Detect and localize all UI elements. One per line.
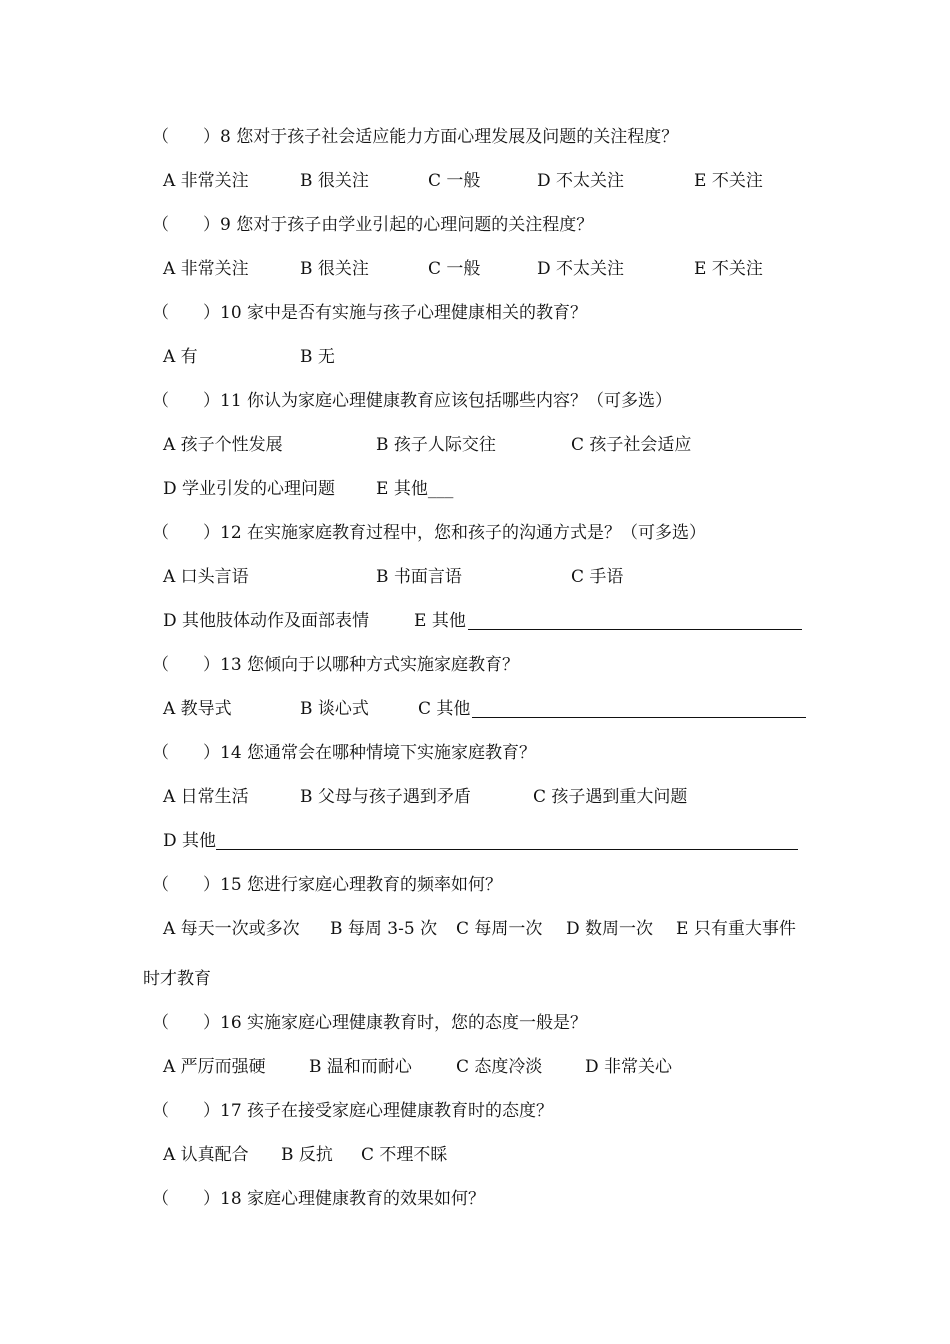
q17-option-a: A 认真配合 — [163, 1145, 249, 1165]
q15-option-a: A 每天一次或多次 — [163, 919, 300, 939]
q15-option-e-continuation: 时才教育 — [143, 969, 211, 989]
question-18: （ ）18 家庭心理健康教育的效果如何？ — [152, 1189, 486, 1209]
question-12: （ ）12 在实施家庭教育过程中，您和孩子的沟通方式是？（可多选） — [152, 523, 707, 543]
q12-other-blank[interactable] — [468, 629, 802, 630]
q14-option-a: A 日常生活 — [163, 787, 249, 807]
q10-option-b: B 无 — [300, 347, 335, 367]
question-15: （ ）15 您进行家庭心理教育的频率如何？ — [152, 875, 503, 895]
q8-option-b: B 很关注 — [300, 171, 369, 191]
q16-option-b: B 温和而耐心 — [309, 1057, 412, 1077]
q17-option-c: C 不理不睬 — [361, 1145, 448, 1165]
q13-other-blank[interactable] — [472, 717, 806, 718]
question-9: （ ）9 您对于孩子由学业引起的心理问题的关注程度？ — [152, 215, 594, 235]
q14-option-c: C 孩子遇到重大问题 — [533, 787, 688, 807]
q11-option-a: A 孩子个性发展 — [163, 435, 283, 455]
q8-option-a: A 非常关注 — [163, 171, 249, 191]
q12-option-a: A 口头言语 — [163, 567, 249, 587]
question-11: （ ）11 你认为家庭心理健康教育应该包括哪些内容？（可多选） — [152, 391, 673, 411]
q9-option-c: C 一般 — [428, 259, 481, 279]
q16-option-c: C 态度冷淡 — [456, 1057, 543, 1077]
q11-option-e: E 其他___ — [376, 479, 454, 499]
q15-option-d: D 数周一次 — [566, 919, 654, 939]
q11-option-d: D 学业引发的心理问题 — [163, 479, 336, 499]
q9-option-e: E 不关注 — [694, 259, 763, 279]
q8-option-c: C 一般 — [428, 171, 481, 191]
q13-option-a: A 教导式 — [163, 699, 232, 719]
q14-option-d: D 其他 — [163, 831, 217, 851]
q11-option-b: B 孩子人际交往 — [376, 435, 496, 455]
q13-option-c: C 其他 — [418, 699, 471, 719]
q15-option-c: C 每周一次 — [456, 919, 543, 939]
q17-option-b: B 反抗 — [281, 1145, 333, 1165]
q10-option-a: A 有 — [163, 347, 198, 367]
q15-option-b: B 每周 3-5 次 — [330, 919, 438, 939]
q9-option-d: D 不太关注 — [537, 259, 625, 279]
q12-option-c: C 手语 — [571, 567, 624, 587]
question-10: （ ）10 家中是否有实施与孩子心理健康相关的教育？ — [152, 303, 588, 323]
q12-option-e: E 其他 — [414, 611, 466, 631]
question-13: （ ）13 您倾向于以哪种方式实施家庭教育？ — [152, 655, 520, 675]
q16-option-d: D 非常关心 — [585, 1057, 673, 1077]
question-16: （ ）16 实施家庭心理健康教育时，您的态度一般是？ — [152, 1013, 588, 1033]
q8-option-e: E 不关注 — [694, 171, 763, 191]
q14-other-blank[interactable] — [216, 849, 798, 850]
q9-option-a: A 非常关注 — [163, 259, 249, 279]
q12-option-d: D 其他肢体动作及面部表情 — [163, 611, 370, 631]
question-17: （ ）17 孩子在接受家庭心理健康教育时的态度？ — [152, 1101, 554, 1121]
q16-option-a: A 严厉而强硬 — [163, 1057, 266, 1077]
q12-option-b: B 书面言语 — [376, 567, 462, 587]
q9-option-b: B 很关注 — [300, 259, 369, 279]
question-14: （ ）14 您通常会在哪种情境下实施家庭教育？ — [152, 743, 537, 763]
q8-option-d: D 不太关注 — [537, 171, 625, 191]
q13-option-b: B 谈心式 — [300, 699, 369, 719]
question-8: （ ）8 您对于孩子社会适应能力方面心理发展及问题的关注程度？ — [152, 127, 679, 147]
q11-option-c: C 孩子社会适应 — [571, 435, 692, 455]
q15-option-e: E 只有重大事件 — [676, 919, 796, 939]
q14-option-b: B 父母与孩子遇到矛盾 — [300, 787, 471, 807]
